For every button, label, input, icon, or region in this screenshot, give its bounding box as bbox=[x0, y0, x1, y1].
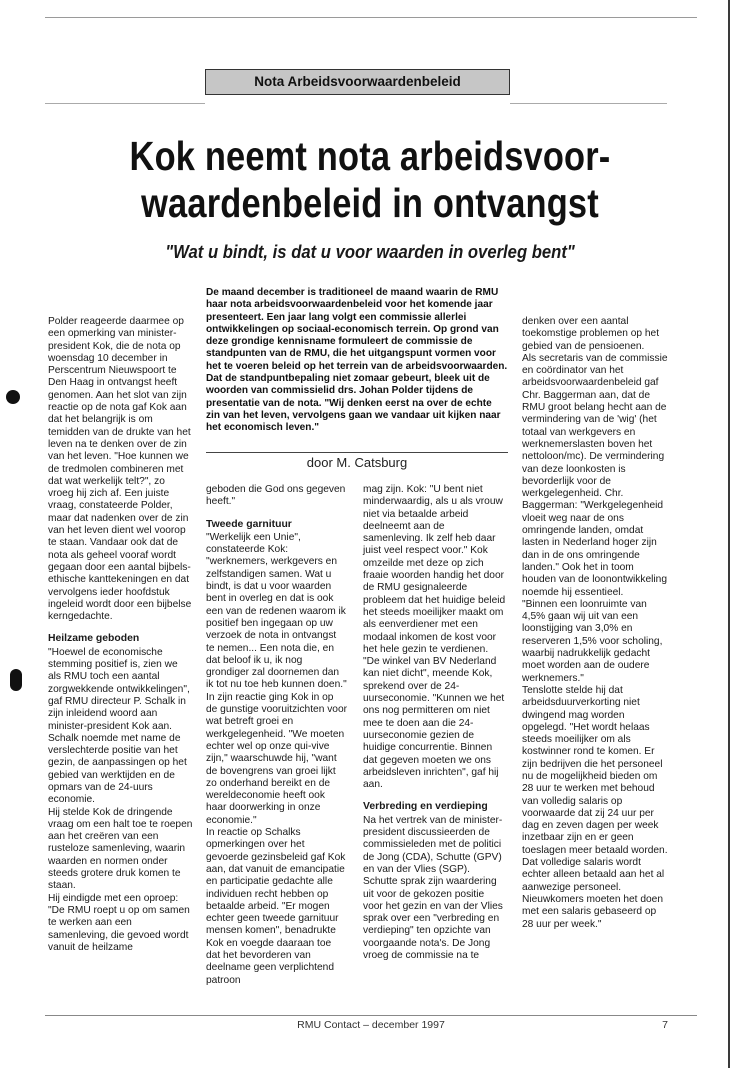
article-column-2 bbox=[206, 484, 347, 987]
paragraph: Hij stelde Kok de dringende vraag om een halt toe te roepen aan het creëren van een rusteloze samenleving, waarin waarden en normen onder steeds grotere druk komen te staan. bbox=[48, 806, 193, 892]
intro-paragraph: De maand december is traditioneel de maand waarin de RMU haar nota arbeidsvoorwaardenbeleid voor het komende jaar presenteert. Een jaar lang volgt een commissie allerlei ontwikkelingen op sociaal-economisch terrein. Op grond van deze grondige kennisname formuleert de commissie de standpunten van de RMU, die het uitgangspunt vormen voor het te voeren beleid op het terrein van de arbeidsvoorwaarden. Dat de standpuntbepaling niet zomaar gebeurt, bleek uit de woorden van commissielid drs. Johan Polder tijdens de presentatie van de nota. "Wij denken eerst na over de echte zin van het leven, vervolgens gaan we vandaar uit kijken naar het economisch leven." bbox=[206, 287, 508, 434]
paragraph: Tenslotte stelde hij dat arbeidsduurverkorting niet dwingend mag worden opgelegd. "Het wordt helaas steeds moeilijker om als kostwinner rond te komen. Er zijn bedrijven die het personeel nu de mogelijkheid bieden om 28 uur te werken met behoud van volledig salaris op voorwaarde dat zij 24 uur per dag en zeven dagen per week inzetbaar zijn en er geen toeslagen meer betaald worden. Dat volledige salaris wordt echter alleen betaald aan het al aanwezige personeel. Nieuwkomers moeten het doen met een salaris gebaseerd op 28 uur per week." bbox=[522, 684, 668, 930]
page-edge bbox=[728, 0, 730, 1068]
headline-line-1: Kok neemt nota arbeidsvoor- bbox=[129, 133, 611, 179]
paragraph: Na het vertrek van de minister-president discussieerden de commissieleden met de politici de Jong (CDA), Schutte (GPV) en van der Vlies (SGP). Schutte sprak zijn waardering uit voor de gekozen positie voor het gezin en van der Vlies sprak over een "verbreding en verdieping" ten opzichte van voorgaande nota's. De Jong vroeg de commissie na te bbox=[363, 814, 503, 961]
paragraph: "Hoewel de economische stemming positief is, zien we als RMU toch een aantal zorgwekkende ontwikkelingen", gaf RMU directeur P. Schalk in zijn inleidend woord aan minister-president Kok aan. Schalk noemde met name de verslechterde positie van het gezin, de aanpassingen op het gebied van werktijden en de opmars van de 24-uurs economie. bbox=[48, 646, 190, 806]
subheading-verbreding-en-verdieping: Verbreding en verdieping bbox=[363, 801, 488, 813]
section-label: Nota Arbeidsvoorwaardenbeleid bbox=[205, 69, 510, 95]
byline: door M. Catsburg bbox=[306, 455, 408, 470]
margin-bullet bbox=[10, 669, 22, 691]
paragraph: mag zijn. Kok: "U bent niet minderwaardig, als u als vrouw niet via betaalde arbeid deelneemt aan de samenleving. Ik zelf heb daar juist veel respect voor." Kok omzeilde met deze op zich fraaie woorden handig het door de RMU gesignaleerde probleem dat het huidige beleid het steeds moeilijker maakt om als eenverdiener met een modaal inkomen de kost voor het hele gezin te verdienen. "De winkel van BV Nederland kan niet dicht", meende Kok, sprekend over de 24-uurseconomie. "Kunnen we het ons nog permitteren om niet mee te doen aan die 24-uurseconomie gezien de huidige concurrentie. Binnen dat gegeven moeten we ons arbeidsleven inrichten", gaf hij aan. bbox=[363, 484, 506, 791]
paragraph: "Werkelijk een Unie", constateerde Kok: "werknemers, werkgevers en zelfstandigen samen. Wat u bindt, is dat u voor waarden bent in overleg en dat is ook een van de redenen waarom ik positief ben ingegaan op uw verzoek de nota in ontvangst te nemen... Een nota die, en dat beloof ik u, ik nog grondiger zal doornemen dan ik tot nu toe heb kunnen doen." In zijn reactie ging Kok in op de gunstige vooruitzichten voor wat betreft groei en werkgelegenheid. "We moeten echter wel op onze qui-vive zijn," waarschuwde hij, "want de bovengrens van groei lijkt zo onderhand bereikt en de wereldeconomie heeft ook haar doorwerking in onze economie." bbox=[206, 531, 348, 826]
article-column-1 bbox=[48, 316, 193, 954]
paragraph: Als secretaris van de commissie en coördinator van het arbeidsvoorwaardenbeleid gaf Chr. Baggerman aan, dat de RMU groot belang hecht aan de vermindering van de 'wig' (het totaal van werkgevers en werknemerslasten boven het nettoloon/mc). De vermindering van deze loonkosten is bevorderlijk voor de werkgelegenheid. Chr. Baggerman: "Werkgelegenheid vloeit weg naar de ons omringende landen, omdat lasten in Nederland hoger zijn dan in de ons omringende landen." Ook het in toom houden van de loonontwikkeling noemde hij essentieel. bbox=[522, 352, 668, 598]
headline bbox=[94, 133, 647, 227]
paragraph: Hij eindigde met een oproep: "De RMU roept u op om samen te werken aan een samenleving, die gevoed wordt vanuit de heilzame bbox=[48, 892, 190, 953]
section-rule-left bbox=[45, 103, 205, 104]
top-rule bbox=[45, 17, 697, 18]
page-number: 7 bbox=[662, 1019, 668, 1031]
subheading-heilzame-geboden: Heilzame geboden bbox=[48, 633, 140, 645]
article-column-3 bbox=[363, 484, 506, 962]
margin-bullet bbox=[6, 390, 20, 404]
paragraph: geboden die God ons gegeven heeft." bbox=[206, 484, 346, 508]
paragraph: "Binnen een loonruimte van 4,5% gaan wij uit van een loonstijging van 3,0% en reserveren 1,5% voor scholing, waarbij nadrukkelijk gedacht moet worden aan de oudere werknemers." bbox=[522, 598, 663, 684]
article-column-4 bbox=[522, 316, 669, 931]
subheading-tweede-garnituur: Tweede garnituur bbox=[206, 518, 292, 530]
footer-rule bbox=[45, 1015, 697, 1016]
paragraph: Polder reageerde daarmee op een opmerking van minister-president Kok, die de nota op woensdag 10 december in Perscentrum Nieuwspoort te Den Haag in ontvangst heeft genomen. Aan het slot van zijn reactie op de nota gaf Kok aan dat het belangrijk is om temidden van de drukte van het leven na te denken over de zin van het leven. "Hoe kunnen we de tredmolen combineren met dat wat werkelijk telt?", zo vroeg hij zich af. Een juiste vraag, constateerde Polder, maar dat nadenken over de zin van het leven dient wel voorop te staan. Vandaar ook dat de nota als geheel vooraf wordt gegaan door een aantal bijbels-ethische kanttekeningen en dat vervolgens ieder hoofdstuk ingeleid wordt door een bijbelse kerngedachte. bbox=[48, 316, 192, 623]
paragraph: In reactie op Schalks opmerkingen over het gevoerde gezinsbeleid gaf Kok aan, dat vanuit de emancipatie en participatie gedachte alle individuen recht hebben op betaalde arbeid. "Er mogen echter geen tweede garnituur mensen komen", benadrukte Kok en voegde daaraan toe dat het bevorderen van deelname geen verplichtend patroon bbox=[206, 827, 346, 986]
paragraph: denken over een aantal toekomstige problemen op het gebied van de pensioenen. bbox=[522, 316, 660, 352]
headline-line-2: waardenbeleid in ontvangst bbox=[141, 180, 599, 226]
footer-publication: RMU Contact – december 1997 bbox=[297, 1019, 445, 1031]
byline-rule bbox=[206, 452, 508, 453]
subtitle: "Wat u bindt, is dat u voor waarden in overleg bent" bbox=[165, 241, 575, 262]
section-rule-right bbox=[510, 103, 667, 104]
